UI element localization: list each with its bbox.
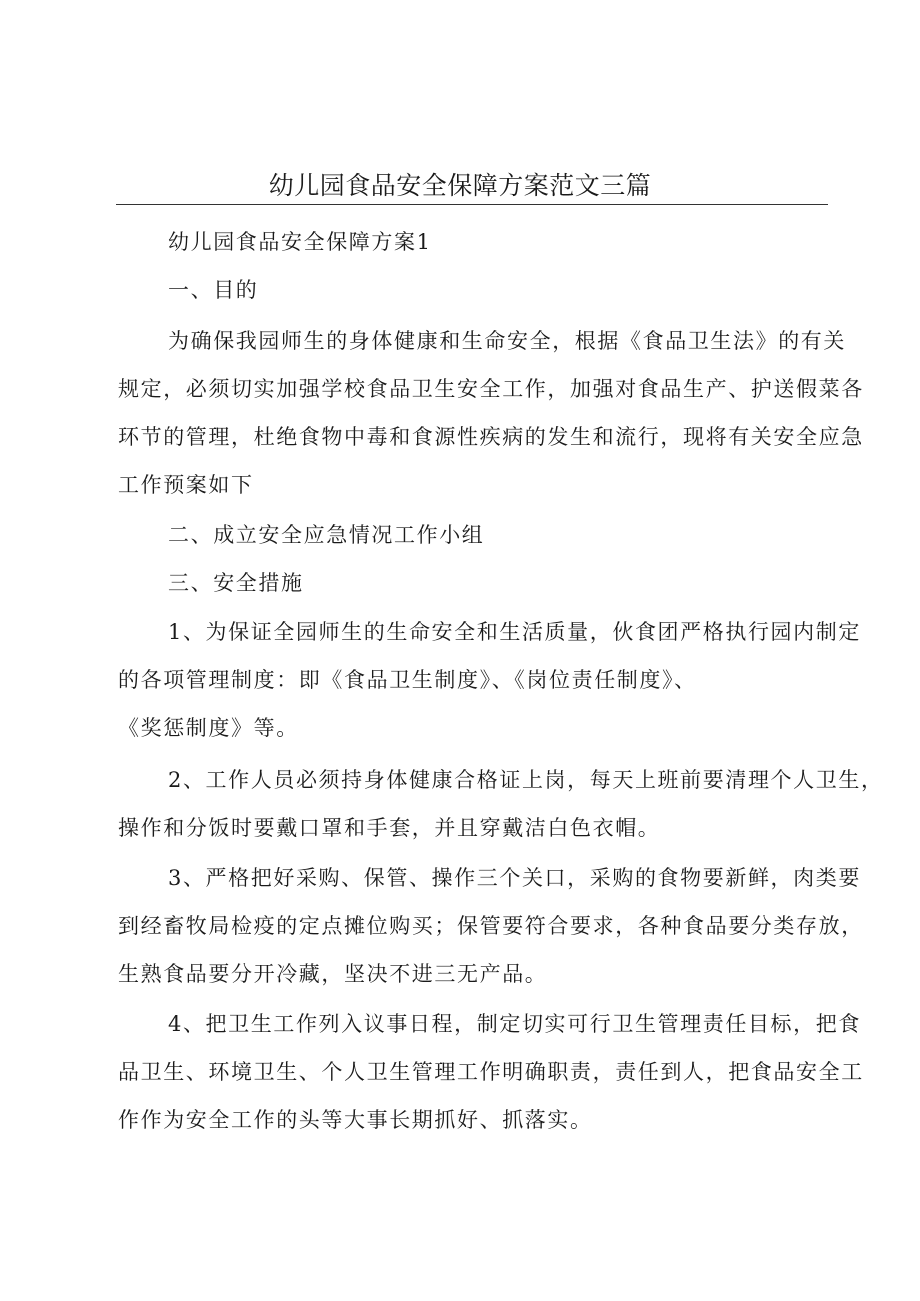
paragraph-line: 品卫生、环境卫生、个人卫生管理工作明确职责，责任到人，把食品安全工 [118,1060,864,1084]
paragraph-line: 环节的管理，杜绝食物中毒和食源性疾病的发生和流行，现将有关安全应急 [118,425,864,449]
section-heading-measures [118,559,830,607]
measure-paragraph-3 [118,854,864,998]
paragraph-line: 3、严格把好采购、保管、操作三个关口，采购的食物要新鲜，肉类要 [168,866,861,890]
paragraph-line: 二、成立安全应急情况工作小组 [168,523,485,547]
measure-paragraph-1 [118,608,861,752]
paragraph-line: 1、为保证全园师生的生命安全和生活质量，伙食团严格执行园内制定 [168,620,861,644]
paragraph-line: 2、工作人员必须持身体健康合格证上岗，每天上班前要清理个人卫生， [168,768,884,792]
paragraph-line: 《奖惩制度》等。 [118,716,299,740]
paragraph-line: 4、把卫生工作列入议事日程，制定切实可行卫生管理责任目标，把食 [168,1012,861,1036]
paragraph-line: 幼儿园食品安全保障方案1 [168,230,432,254]
paragraph-line: 的各项管理制度：即《食品卫生制度》、《岗位责任制度》、 [118,668,697,692]
paragraph-line: 作作为安全工作的头等大事长期抓好、抓落实。 [118,1108,593,1132]
plan-heading [118,218,830,266]
paragraph-line: 到经畜牧局检疫的定点摊位购买；保管要符合要求，各种食品要分类存放， [118,914,864,938]
paragraph-line: 三、安全措施 [168,571,304,595]
purpose-paragraph [118,317,864,509]
measure-paragraph-4 [118,1000,864,1144]
paragraph-line: 一、目的 [168,278,259,302]
section-heading-purpose [118,266,830,314]
paragraph-line: 生熟食品要分开冷藏，坚决不进三无产品。 [118,962,548,986]
paragraph-line: 操作和分饭时要戴口罩和手套，并且穿戴洁白色衣帽。 [118,816,661,840]
paragraph-line: 为确保我园师生的身体健康和生命安全，根据《食品卫生法》的有关 [168,329,846,353]
section-heading-team [118,511,830,559]
paragraph-line: 工作预案如下 [118,473,254,497]
document-title: 幼儿园食品安全保障方案范文三篇 [268,171,652,200]
title-underline [116,204,828,205]
paragraph-line: 规定，必须切实加强学校食品卫生安全工作，加强对食品生产、护送假菜各 [118,377,864,401]
measure-paragraph-2 [118,756,884,852]
